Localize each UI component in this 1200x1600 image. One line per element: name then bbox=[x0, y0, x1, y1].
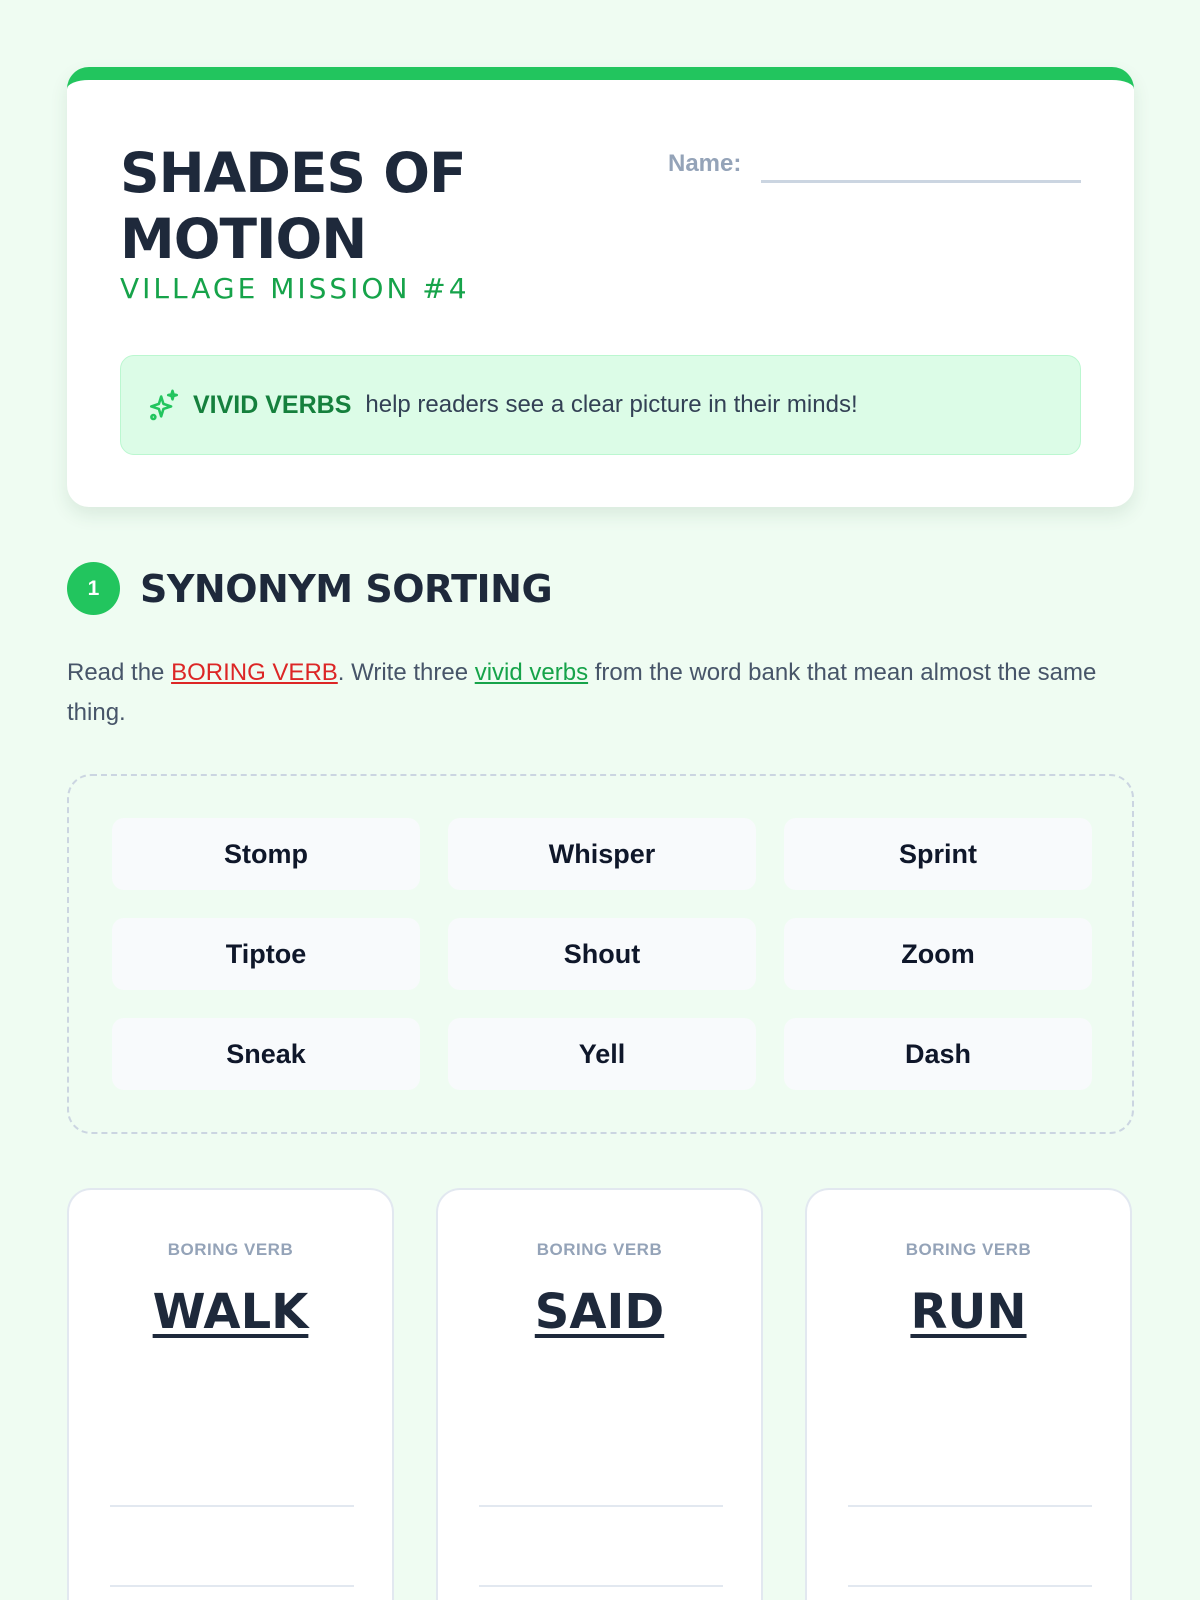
answer-line[interactable] bbox=[479, 1585, 723, 1587]
answer-line[interactable] bbox=[110, 1585, 354, 1587]
verb-card-walk bbox=[67, 1188, 394, 1600]
word-chip: Yell bbox=[448, 1018, 756, 1090]
word-chip: Whisper bbox=[448, 818, 756, 890]
answer-line[interactable] bbox=[848, 1585, 1092, 1587]
tip-highlight: VIVID VERBS bbox=[193, 390, 352, 419]
word-chip: Tiptoe bbox=[112, 918, 420, 990]
word-chip: Zoom bbox=[784, 918, 1092, 990]
answer-line[interactable] bbox=[110, 1505, 354, 1507]
word-chip: Sprint bbox=[784, 818, 1092, 890]
word-chip: Dash bbox=[784, 1018, 1092, 1090]
verb-card-label: BORING VERB bbox=[905, 1240, 1032, 1259]
instructions-part2: . Write three bbox=[337, 659, 475, 686]
section-heading bbox=[67, 562, 552, 615]
word-bank bbox=[67, 774, 1134, 1134]
header-card bbox=[67, 67, 1134, 507]
word-chip: Shout bbox=[448, 918, 756, 990]
sparkles-icon bbox=[147, 388, 181, 422]
verb-card-said bbox=[436, 1188, 763, 1600]
tip-box bbox=[120, 355, 1081, 455]
worksheet-page bbox=[67, 67, 1134, 1340]
vivid-verbs-term: vivid verbs bbox=[474, 659, 589, 686]
instructions-part1: Read the bbox=[67, 659, 172, 686]
section-title: SYNONYM SORTING bbox=[140, 566, 553, 611]
section-number-badge: 1 bbox=[67, 562, 120, 615]
boring-verb-word: WALK bbox=[152, 1284, 309, 1340]
tip-text: help readers see a clear picture in their minds! bbox=[365, 391, 858, 418]
name-field[interactable] bbox=[761, 180, 1081, 183]
verb-card-label: BORING VERB bbox=[167, 1240, 294, 1259]
word-chip: Sneak bbox=[112, 1018, 420, 1090]
verb-card-run bbox=[805, 1188, 1132, 1600]
instructions bbox=[67, 653, 1134, 733]
verb-card-label: BORING VERB bbox=[536, 1240, 663, 1259]
boring-verb-word: RUN bbox=[910, 1284, 1027, 1340]
instructions-part3: from the word bank that mean almost the same thing. bbox=[67, 659, 1097, 726]
name-label: Name: bbox=[668, 150, 742, 177]
boring-verb-word: SAID bbox=[534, 1284, 665, 1340]
word-chip: Stomp bbox=[112, 818, 420, 890]
boring-verb-term: BORING VERB bbox=[171, 659, 338, 686]
page-title: SHADES OF MOTION bbox=[120, 141, 466, 271]
answer-line[interactable] bbox=[479, 1505, 723, 1507]
answer-line[interactable] bbox=[848, 1505, 1092, 1507]
mission-subtitle: VILLAGE MISSION #4 bbox=[120, 272, 470, 305]
